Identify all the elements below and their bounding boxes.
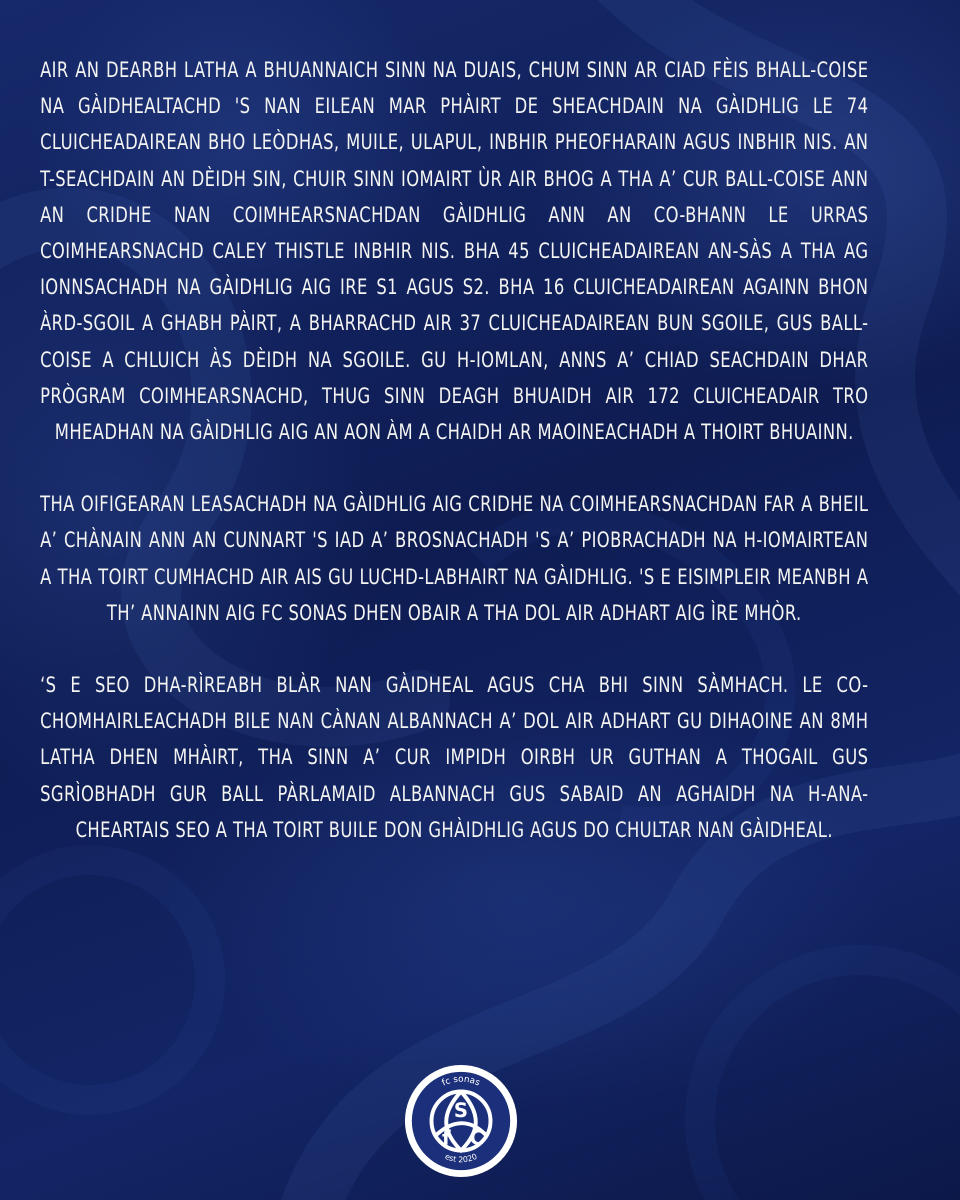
paragraph-1: AIR AN DEARBH LATHA A BHUANNAICH SINN NA DUAIS, CHUM SINN AR CIAD FÈIS BHALL-COISE NA GÀIDHEALTACHD 'S NAN EILEAN MAR PHÀIRT DE SHEACHDAIN NA GÀIDHLIG LE 74 CLUICHEADAIREAN BHO LEÒDHAS, MUILE, ULAPUL, INBHIR PHEOFHARAIN AGUS INBHIR NIS. AN T-SEACHDAIN AN DÈIDH SIN, CHUIR SINN IOMAIRT ÙR AIR BHOG A THA A’ CUR BALL-COISE ANN AN CRIDHE NAN COIMHEARSNACHDAN GÀIDHLIG ANN AN CO-BHANN LE URRAS COIMHEARSNACHD CALEY THISTLE INBHIR NIS. BHA 45 CLUICHEADAIREAN AN-SÀS A THA AG IONNSACHADH NA GÀIDHLIG AIG IRE S1 AGUS S2. BHA 16 CLUICHEADAIREAN AGAINN BHON ÀRD-SGOIL A GHABH PÀIRT, A BHARRACHD AIR 37 CLUICHEADAIREAN BUN SGOILE, GUS BALL-COISE A CHLUICH ÀS DÈIDH NA SGOILE. GU H-IOMLAN, ANNS A’ CHIAD SEACHDAIN DHAR PRÒGRAM COIMHEARSNACHD, THUG SINN DEAGH BHUAIDH AIR 172 CLUICHEADAIR TRO MHEADHAN NA GÀIDHLIG AIG AN AON ÀM A CHAIDH AR MAOINEACHADH A THOIRT BHUAINN. bbox=[40, 58, 869, 445]
crest-ring-top-text: fc sonas bbox=[440, 1074, 482, 1089]
crest-letter-f: f bbox=[441, 1126, 451, 1150]
paragraph-3: ‘S E SEO DHA-RÌREABH BLÀR NAN GÀIDHEAL AGUS CHA BHI SINN SÀMHACH. LE CO-CHOMHAIRLEACHADH BILE NAN CÀNAN ALBANNACH A’ DOL AIR ADHART GU DIHAOINE AN 8MH LATHA DHEN MHÀIRT, THA SINN A’ CUR IMPIDH OIRBH UR GUTHAN A THOGAIL GUS SGRÌOBHADH GUR BALL PÀRLAMAID ALBANNACH GUS SABAID AN AGHAIDH NA H-ANA-CHEARTAIS SEO A THA TOIRT BUILE DON GHÀIDHLIG AGUS DO CHULTAR NAN GÀIDHEAL. bbox=[40, 673, 869, 842]
crest-ring-bottom-text: est 2020 bbox=[443, 1151, 479, 1165]
crest-letter-s: S bbox=[453, 1099, 469, 1123]
crest-letter-c: C bbox=[469, 1126, 484, 1150]
fc-sonas-crest-icon bbox=[402, 1062, 520, 1180]
paragraph-2: THA OIFIGEARAN LEASACHADH NA GÀIDHLIG AIG CRIDHE NA COIMHEARSNACHDAN FAR A BHEIL A’ CHÀNAIN ANN AN CUNNART 'S IAD A’ BROSNACHADH 'S A’ PIOBRACHADH NA H-IOMAIRTEAN A THA TOIRT CUMHACHD AIR AIS GU LUCHD-LABHAIRT NA GÀIDHLIG. 'S E EISIMPLEIR MEANBH A TH’ ANNAINN AIG FC SONAS DHEN OBAIR A THA DOL AIR ADHART AIG ÌRE MHÒR. bbox=[40, 492, 869, 625]
article-text bbox=[40, 52, 868, 848]
